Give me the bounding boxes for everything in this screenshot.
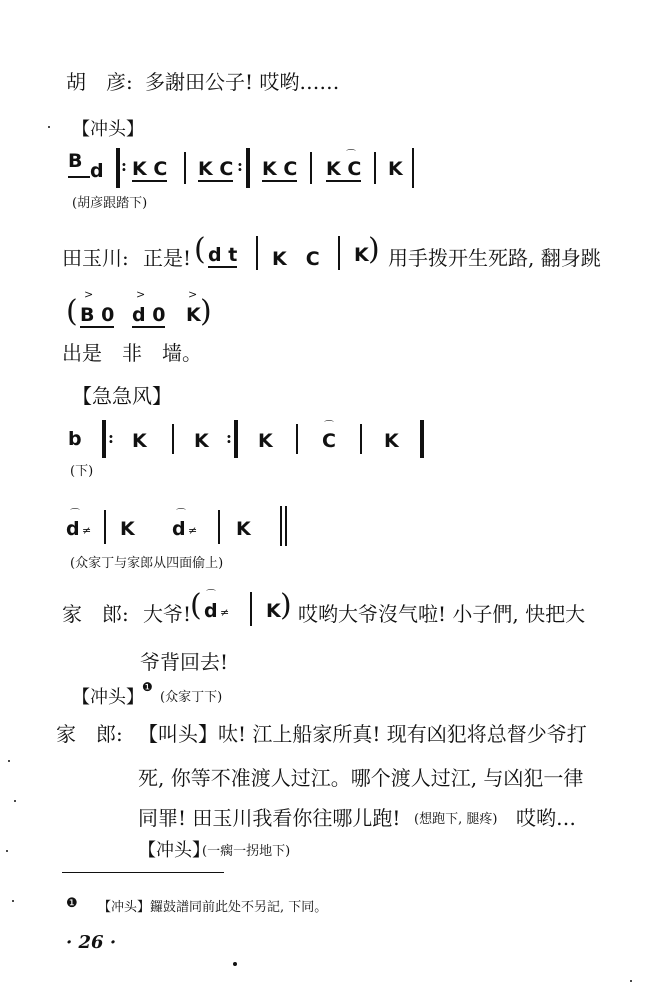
notes-d0: d 0	[132, 304, 166, 326]
speaker-jia-lang: 家 郎:	[56, 722, 123, 746]
dialogue-text: 爷背回去!	[140, 650, 229, 674]
note-d: d	[172, 518, 186, 540]
barline	[256, 236, 258, 270]
note-c: C	[322, 430, 336, 452]
stage-direction: (一瘸一拐地下)	[202, 844, 291, 859]
accent-mark: >	[136, 288, 146, 301]
trill-mark: ≠	[220, 606, 230, 619]
note-B: B	[68, 150, 83, 172]
repeat-colon: :	[226, 428, 232, 447]
notes-kc: K C	[272, 248, 320, 270]
note-b: b	[68, 428, 82, 450]
fermata-mark: ⌒	[346, 150, 356, 161]
dialogue-text: 多謝田公子! 哎哟……	[145, 70, 340, 94]
notes-b0: B 0	[80, 304, 115, 326]
speaker-hu-yan: 胡 彦:	[66, 70, 133, 94]
dialogue-text: 用手拨开生死路, 翻身跳	[388, 246, 601, 270]
notes-dt: d t	[208, 244, 238, 266]
percussion-cue: 【冲头】	[72, 687, 144, 708]
scan-speck	[6, 850, 8, 852]
barline	[296, 424, 298, 454]
stage-direction: (众家丁下)	[160, 690, 223, 705]
note-k: K	[132, 430, 147, 452]
repeat-colon: :	[237, 156, 243, 175]
dialogue-text: 死, 你等不准渡人过江。哪个渡人过江, 与凶犯一律	[138, 766, 584, 790]
notes-kc: K C	[198, 158, 234, 180]
repeat-colon: :	[121, 156, 127, 175]
barline	[184, 152, 186, 184]
stage-direction: (想跑下, 腿疼)	[414, 812, 498, 827]
stage-direction: (胡彦跟踏下)	[72, 196, 148, 211]
barline	[102, 420, 106, 458]
speaker-tian-yuchuan: 田玉川:	[62, 246, 129, 270]
barline	[116, 148, 120, 188]
barline	[420, 420, 424, 458]
trill-mark: ≠	[82, 524, 92, 537]
scan-speck	[14, 800, 16, 802]
note-k: K	[194, 430, 209, 452]
scan-speck	[8, 760, 10, 762]
barline	[104, 510, 106, 544]
note-k: K	[384, 430, 399, 452]
close-paren: )	[280, 588, 292, 623]
note-k: K	[186, 304, 201, 326]
footnote-text: 【冲头】鑼鼓譜同前此处不另記, 下同。	[98, 900, 328, 915]
note-d: d	[204, 600, 218, 622]
note-k: K	[266, 600, 281, 622]
open-paren: (	[66, 294, 78, 329]
notes-kc: K C	[132, 158, 168, 180]
note-k: K	[120, 518, 135, 540]
barline	[246, 148, 250, 188]
dialogue-text: 同罪! 田玉川我看你往哪儿跑!	[138, 806, 401, 830]
dialogue-text: 哎哟大爷沒气啦! 小子們, 快把大	[298, 602, 586, 626]
note-d: d	[90, 160, 104, 182]
page-number: · 26 ·	[66, 932, 117, 953]
open-paren: (	[190, 588, 202, 623]
barline	[338, 236, 340, 270]
accent-mark: >	[188, 288, 198, 301]
note-k: K	[354, 244, 369, 266]
fermata-mark: ⌒	[206, 590, 216, 601]
barline	[412, 148, 414, 188]
barline	[310, 152, 312, 184]
underline	[68, 176, 90, 178]
footnote-separator	[62, 872, 224, 873]
lyric-text: 出是 非 墙。	[62, 341, 202, 365]
note-k: K	[236, 518, 251, 540]
notes-kc: K C	[326, 158, 362, 180]
speaker-jia-lang: 家 郎:	[62, 602, 129, 626]
barline	[280, 506, 282, 546]
notes-kc: K C	[262, 158, 298, 180]
trill-mark: ≠	[188, 524, 198, 537]
fermata-mark: ⌒	[70, 509, 80, 520]
footnote-ref: ❶	[142, 680, 153, 694]
note-k: K	[258, 430, 273, 452]
barline	[218, 510, 220, 544]
dialogue-text: 哎哟…	[516, 806, 576, 830]
barline	[250, 592, 252, 626]
open-paren: (	[194, 232, 206, 267]
barline	[374, 152, 376, 184]
scan-speck	[233, 962, 237, 966]
percussion-cue: 【急急风】	[72, 384, 172, 408]
accent-mark: >	[84, 288, 94, 301]
dialogue-text: 正是!	[143, 246, 192, 270]
percussion-cue: 【冲头】	[138, 840, 210, 861]
barline	[285, 506, 287, 546]
footnote-mark: ❶	[66, 896, 78, 911]
scan-speck	[48, 126, 50, 128]
scan-speck	[12, 900, 14, 902]
stage-direction: (下)	[70, 464, 94, 479]
note-d: d	[66, 518, 80, 540]
stage-direction: (众家丁与家郎从四面偷上)	[70, 556, 224, 571]
close-paren: )	[200, 294, 212, 329]
fermata-mark: ⌒	[176, 509, 186, 520]
scan-speck	[630, 980, 632, 982]
barline	[172, 424, 174, 454]
repeat-colon: :	[108, 428, 114, 447]
close-paren: )	[368, 232, 380, 267]
barline	[234, 420, 238, 458]
dialogue-text: 大爷!	[143, 602, 192, 626]
percussion-cue: 【冲头】	[72, 119, 144, 140]
note-k: K	[388, 158, 403, 180]
barline	[360, 424, 362, 454]
fermata-mark: ⌒	[324, 421, 334, 432]
dialogue-text: 【叫头】呔! 江上船家所真! 现有凶犯将总督少爷打	[138, 722, 587, 746]
